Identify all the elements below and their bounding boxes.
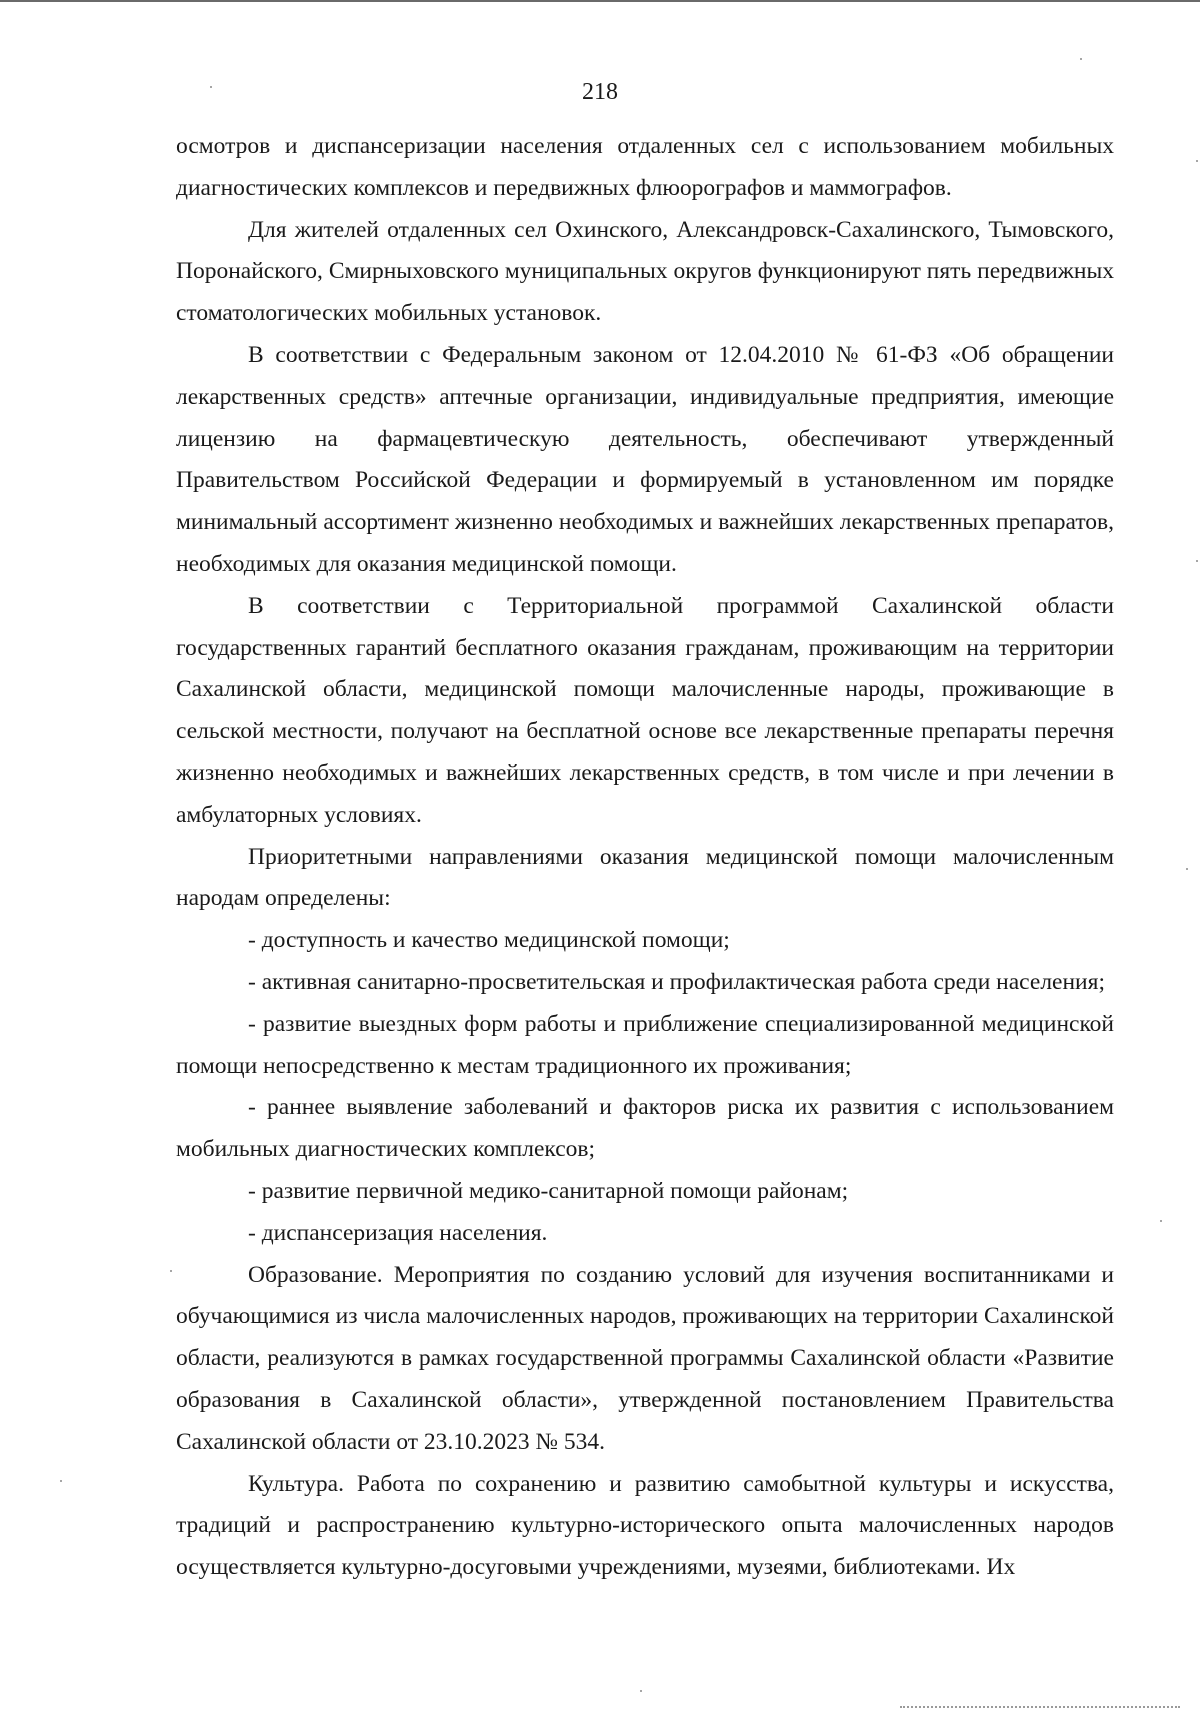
paragraph: Культура. Работа по сохранению и развитию самобытной культуры и искусства, традиций и распространению культурно-исторического опыта малочисленных народов осуществляется культурно-досуговыми учреждениями, музеями, библиотеками. Их <box>176 1470 1114 1581</box>
body-text <box>176 126 1114 1589</box>
paragraph: Приоритетными направлениями оказания медицинской помощи малочисленным народам определены: <box>176 843 1114 912</box>
list-item: - активная санитарно-просветительская и профилактическая работа среди населения; <box>248 968 1105 995</box>
paragraph: В соответствии с Территориальной программой Сахалинской области государственных гарантий бесплатного оказания гражданам, проживающим на территории Сахалинской области, медицинской помощи малочисленные народы, проживающие в сельской местности, получают на бесплатной основе все лекарственные препараты перечня жизненно необходимых и важнейших лекарственных средств, в том числе и при лечении в амбулаторных условиях. <box>176 592 1114 828</box>
scan-speck <box>170 1270 172 1272</box>
list-item: - развитие выездных форм работы и приближение специализированной медицинской помощи непосредственно к местам традиционного их проживания; <box>176 1010 1114 1079</box>
paragraph: Образование. Мероприятия по созданию условий для изучения воспитанниками и обучающимися из числа малочисленных народов, проживающих на территории Сахалинской области, реализуются в рамках государственной программы Сахалинской области «Развитие образования в Сахалинской области», утвержденной постановлением Правительства Сахалинской области от 23.10.2023 № 534. <box>176 1261 1114 1455</box>
list-item: - раннее выявление заболеваний и факторов риска их развития с использованием мобильных диагностических комплексов; <box>176 1094 1114 1163</box>
scan-speck <box>1196 160 1198 162</box>
scan-speck <box>640 1690 642 1692</box>
scan-speck <box>60 1480 62 1482</box>
list-item: - доступность и качество медицинской помощи; <box>248 927 730 954</box>
scan-speck <box>1196 560 1198 562</box>
list-item: - развитие первичной медико-санитарной помощи районам; <box>248 1177 849 1204</box>
scan-speck <box>1186 868 1188 870</box>
paragraph: В соответствии с Федеральным законом от 12.04.2010 № 61-ФЗ «Об обращении лекарственных средств» аптечные организации, индивидуальные предприятия, имеющие лицензию на фармацевтическую деятельность, обеспечивают утвержденный Правительством Российской Федерации и формируемый в установленном им порядке минимальный ассортимент жизненно необходимых и важнейших лекарственных препаратов, необходимых для оказания медицинской помощи. <box>176 341 1114 577</box>
page-number: 218 <box>582 79 618 105</box>
paragraph: Для жителей отдаленных сел Охинского, Александровск-Сахалинского, Тымовского, Поронайского, Смирныховского муниципальных округов функционируют пять передвижных стоматологических мобильных установок. <box>176 216 1114 327</box>
scan-bottom-edge <box>900 1706 1180 1710</box>
scan-top-edge <box>0 0 1200 2</box>
paragraph: осмотров и диспансеризации населения отдаленных сел с использованием мобильных диагностических комплексов и передвижных флюорографов и маммографов. <box>176 133 1114 201</box>
scan-speck <box>1160 1220 1162 1222</box>
list-item: - диспансеризация населения. <box>248 1219 548 1246</box>
scan-speck <box>1080 58 1082 60</box>
